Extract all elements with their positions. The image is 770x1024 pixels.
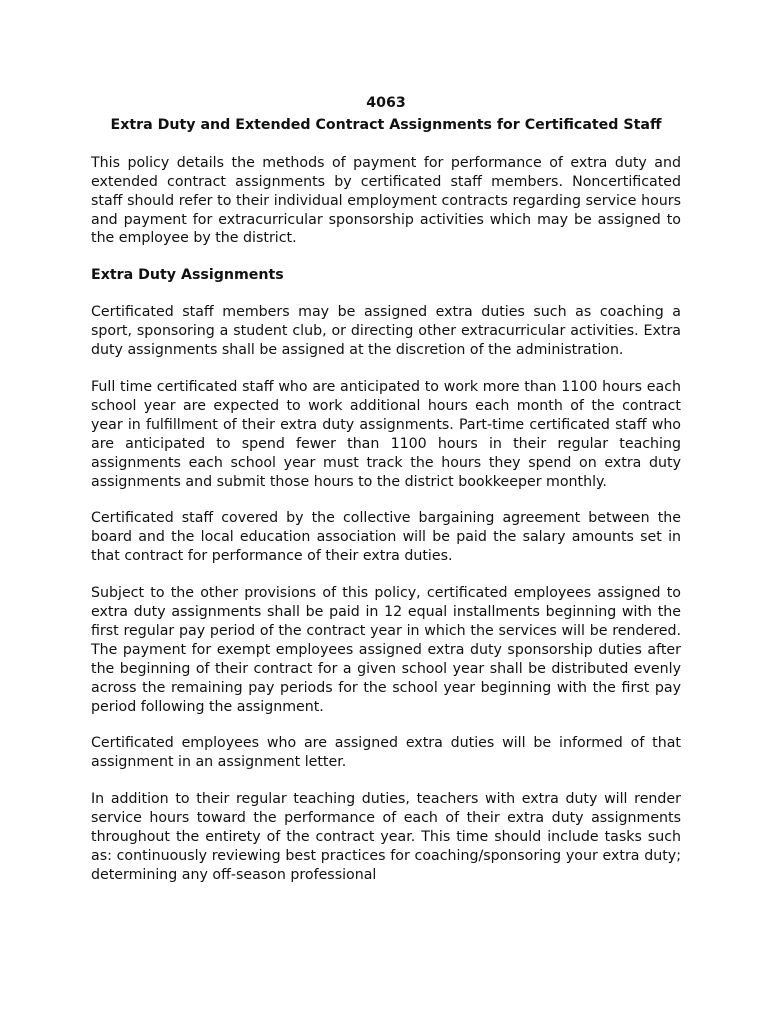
body-paragraph: Certificated staff covered by the collective bargaining agreement between the board and the local education association will be paid the salary amounts set in that contract for performance of their extra duties. bbox=[91, 510, 681, 565]
document-title: Extra Duty and Extended Contract Assignments for Certificated Staff bbox=[110, 116, 662, 133]
document-page bbox=[91, 94, 681, 885]
intro-paragraph: This policy details the methods of payment for performance of extra duty and extended contract assignments by certificated staff members. Noncertificated staff should refer to their individual employment contracts regarding service hours and payment for extracurricular sponsorship activities which may be assigned to the employee by the district. bbox=[91, 154, 681, 247]
body-paragraph: Subject to the other provisions of this policy, certificated employees assigned to extra duty assignments shall be paid in 12 equal installments beginning with the first regular pay period of the contract year in which the services will be rendered. The payment for exempt employees assigned extra duty sponsorship duties after the beginning of their contract for a given school year shall be distributed evenly across the remaining pay periods for the school year beginning with the first pay period following the assignment. bbox=[91, 585, 681, 715]
body-paragraph: Full time certificated staff who are anticipated to work more than 1100 hours each school year are expected to work additional hours each month of the contract year in fulfillment of their extra duty assignments. Part-time certificated staff who are anticipated to spend fewer than 1100 hours in their regular teaching assignments each school year must track the hours they spend on extra duty assignments and submit those hours to the district bookkeeper monthly. bbox=[91, 378, 681, 490]
policy-number: 4063 bbox=[366, 95, 406, 111]
body-paragraph: Certificated staff members may be assigned extra duties such as coaching a sport, sponsoring a student club, or directing other extracurricular activities. Extra duty assignments shall be assigned at the discretion of the administration. bbox=[91, 304, 681, 359]
section-heading: Extra Duty Assignments bbox=[91, 267, 284, 284]
body-paragraph: In addition to their regular teaching duties, teachers with extra duty will render service hours toward the performance of each of their extra duty assignments throughout the entirety of the contract year. This time should include tasks such as: continuously reviewing best practices for coaching/sponsoring your extra duty; determining any off-season professional bbox=[91, 791, 681, 883]
body-paragraph: Certificated employees who are assigned extra duties will be informed of that assignment in an assignment letter. bbox=[91, 735, 681, 771]
